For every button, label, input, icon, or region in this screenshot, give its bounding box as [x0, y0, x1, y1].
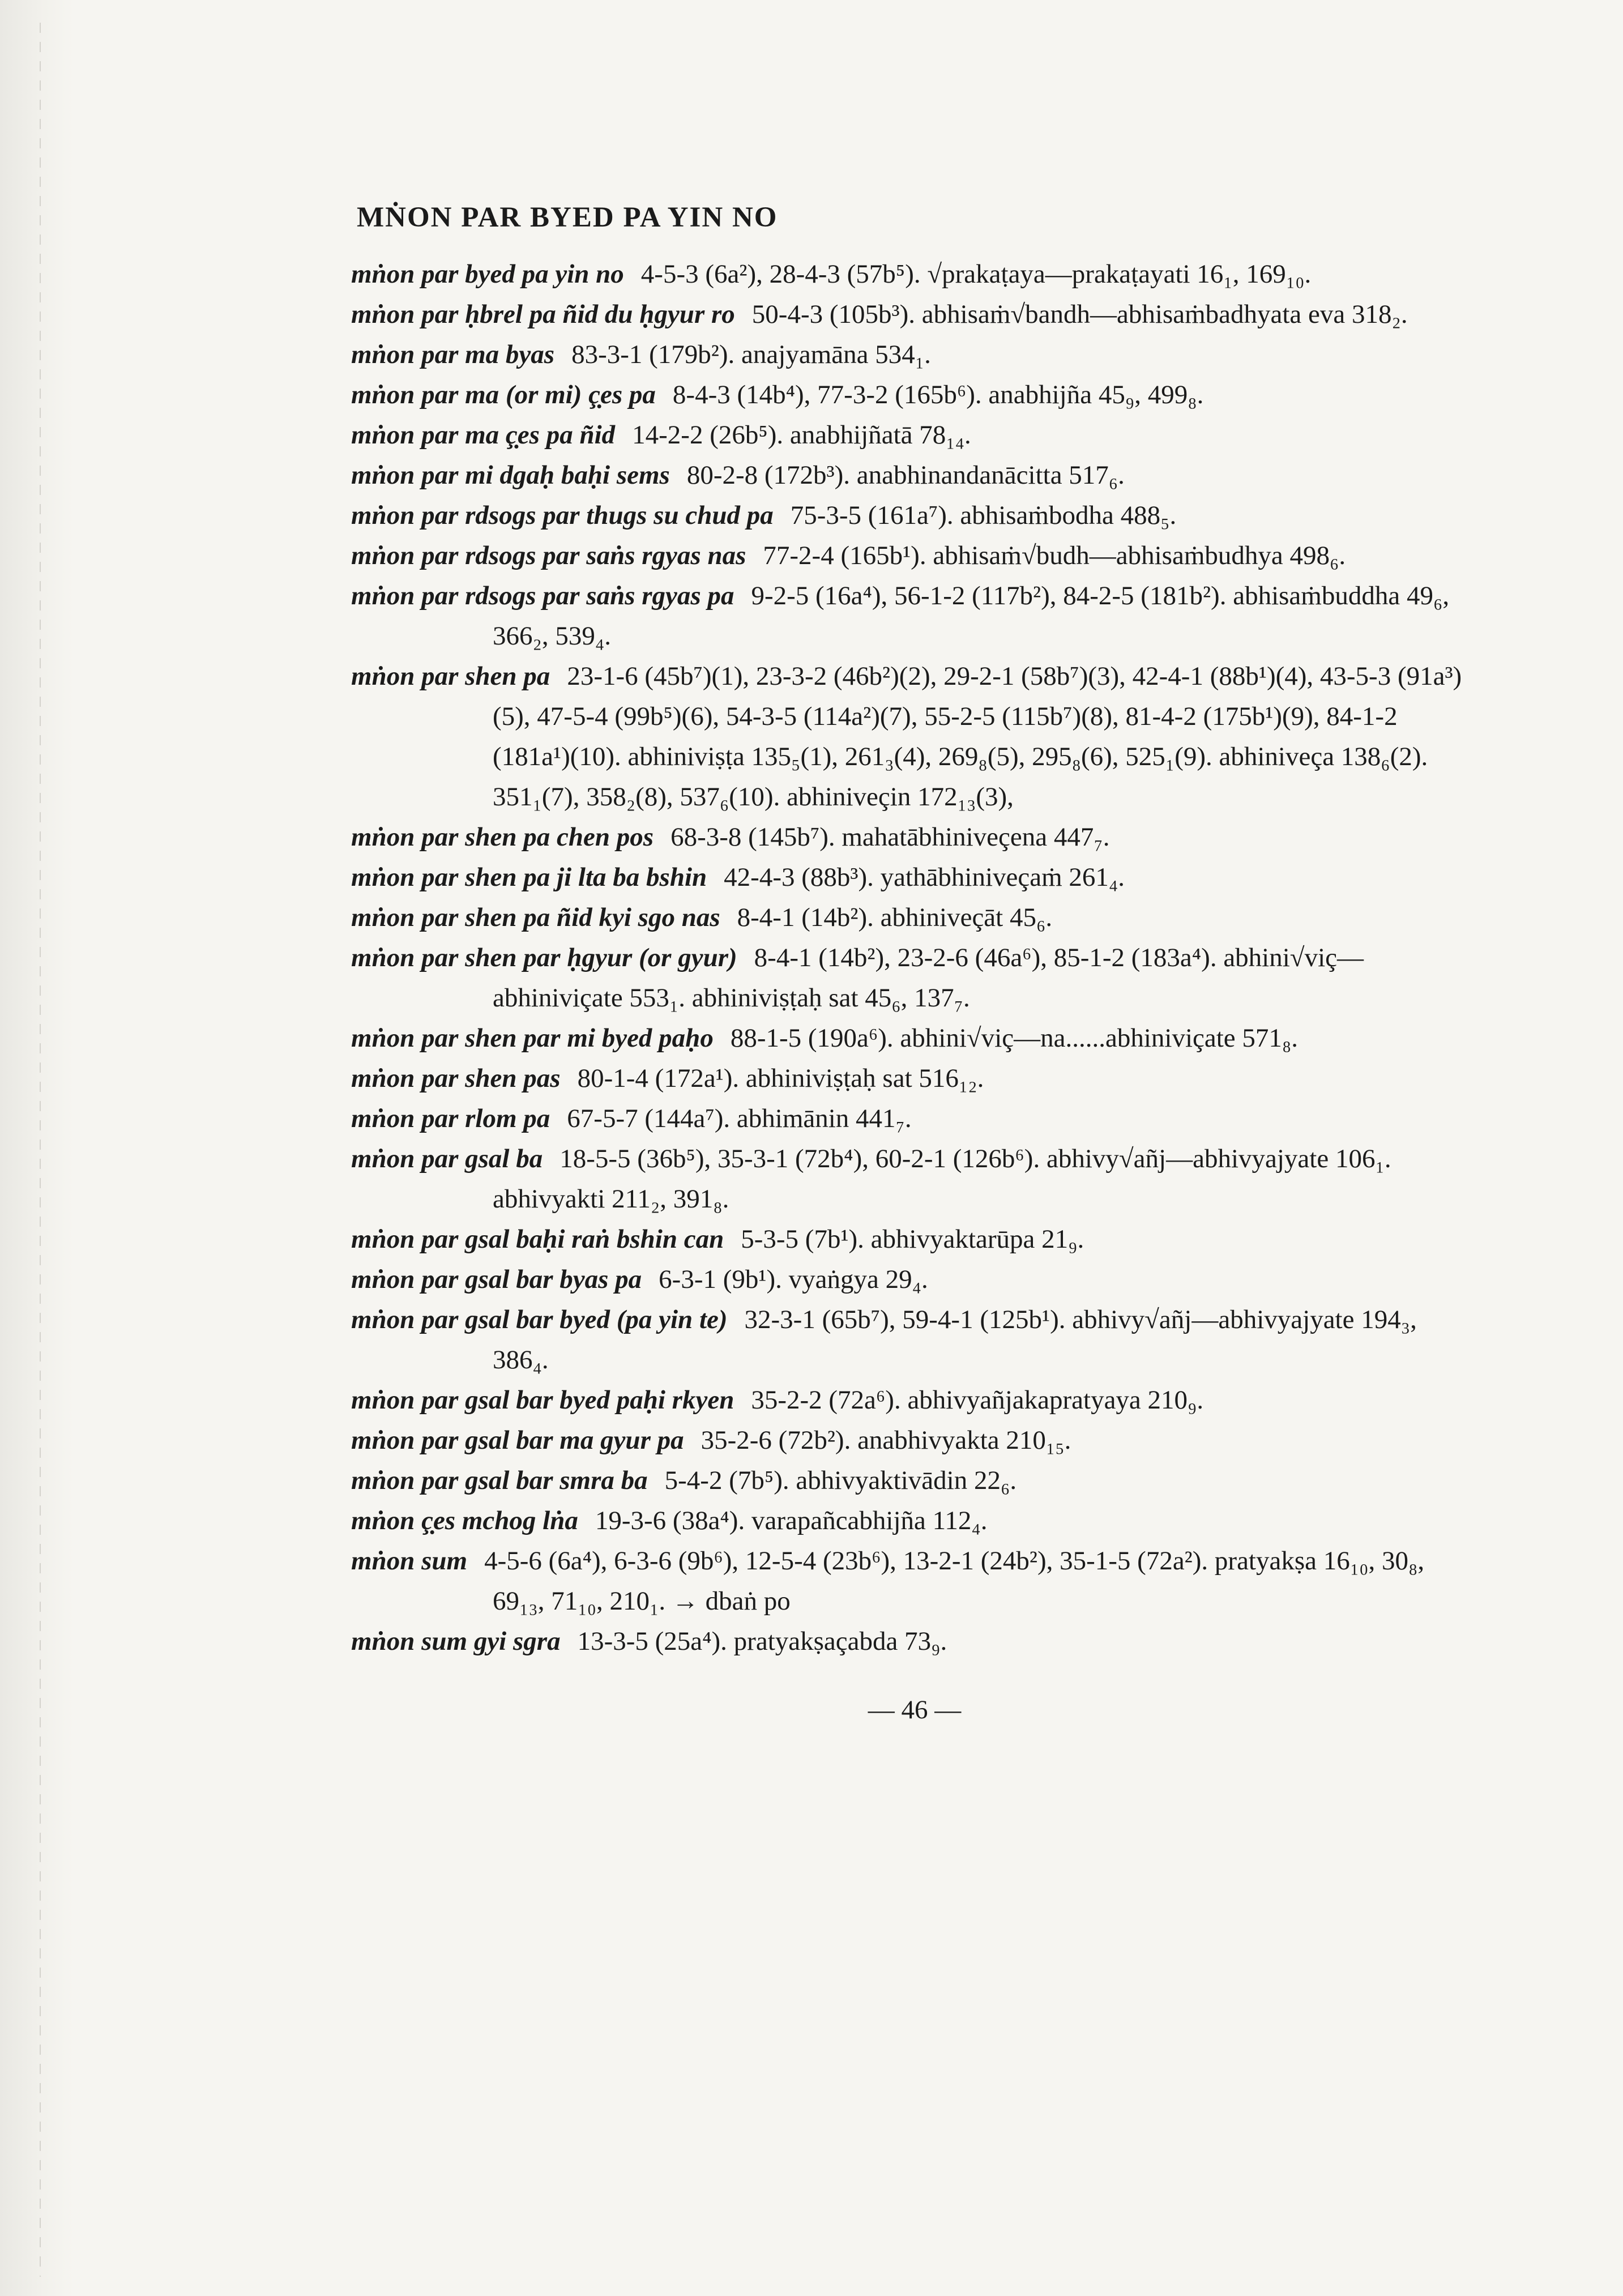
entry-headword: mṅon ç̣es mchog lṅa [351, 1506, 578, 1535]
entry-references: 23-1-6 (45b⁷)(1), 23-3-2 (46b²)(2), 29-2-1 (58b⁷)(3), 42-4-1 (88b¹)(4), 43-5-3 (91a³)(5), 47-5-4 (99b⁵)(6), 54-3-5 (114a²)(7), 55-2-5 (115b⁷)(8), 81-4-2 (175b¹)(9), 84-1-2 (181a¹)(10). abhiniviṣṭa 135₅(1), 261₃(4), 269₈(5), 295₈(6), 525₁(9). abhiniveça 138₆(2). 351₁(7), 358₂(8), 537₆(10). abhiniveçin 172₁₃(3), [493, 662, 1462, 812]
index-entry [351, 1621, 1478, 1662]
entry-headword: mṅon par ma (or mi) ç̣es pa [351, 380, 656, 409]
entry-references: 13-3-5 (25a⁴). pratyakṣaçabda 73₉. [577, 1627, 947, 1656]
scan-gutter [0, 0, 74, 2296]
page-number: — 46 — [868, 1695, 962, 1725]
entry-references: 83-3-1 (179b²). anajyamāna 534₁. [571, 340, 931, 369]
entry-headword: mṅon par ma byas [351, 340, 555, 369]
index-entry [351, 938, 1478, 1018]
entry-references: 9-2-5 (16a⁴), 56-1-2 (117b²), 84-2-5 (181b²). abhisaṁbuddha 49₆, 366₂, 539₄. [493, 581, 1450, 651]
entry-headword: mṅon par gsal ba [351, 1144, 543, 1173]
entry-references: 4-5-3 (6a²), 28-4-3 (57b⁵). √prakaṭaya—prakaṭayati 16₁, 169₁₀. [640, 259, 1312, 289]
index-entry [351, 898, 1478, 938]
entry-headword: mṅon par rdsogs par thugs su chud pa [351, 501, 774, 530]
index-entry [351, 415, 1478, 455]
entry-headword: mṅon par rlom pa [351, 1104, 550, 1133]
index-entry [351, 1380, 1478, 1420]
entry-headword: mṅon par mi dgaḥ baḥi sems [351, 460, 670, 490]
index-entry [351, 455, 1478, 496]
entry-references: 67-5-7 (144a⁷). abhimānin 441₇. [567, 1104, 912, 1133]
entry-headword: mṅon par gsal bar smra ba [351, 1466, 648, 1495]
entry-references: 80-2-8 (172b³). anabhinandanācitta 517₆. [686, 460, 1125, 490]
entry-headword: mṅon par shen pa ji lta ba bshin [351, 863, 707, 892]
index-entry [351, 1300, 1478, 1380]
index-entry [351, 1501, 1478, 1541]
entry-list [351, 254, 1478, 1662]
entry-references: 68-3-8 (145b⁷). mahatābhiniveçena 447₇. [670, 822, 1110, 852]
entry-references: 4-5-6 (6a⁴), 6-3-6 (9b⁶), 12-5-4 (23b⁶), 13-2-1 (24b²), 35-1-5 (72a²). pratyakṣa 16₁₀, 30₈, 69₁₃, 71₁₀, 210₁. → dbaṅ po [484, 1546, 1425, 1616]
entry-headword: mṅon par shen pa chen pos [351, 822, 654, 852]
entry-references: 5-4-2 (7b⁵). abhivyaktivādin 22₆. [664, 1466, 1017, 1495]
entry-references: 8-4-1 (14b²). abhiniveçāt 45₆. [737, 903, 1053, 932]
index-entry [351, 496, 1478, 536]
index-entry [351, 1260, 1478, 1300]
entry-references: 19-3-6 (38a⁴). varapañcabhijña 112₄. [595, 1506, 988, 1535]
index-entry [351, 1018, 1478, 1059]
entry-headword: mṅon par byed pa yin no [351, 259, 624, 289]
entry-headword: mṅon par shen par ḥgyur (or gyur) [351, 943, 737, 972]
entry-headword: mṅon par gsal bar byas pa [351, 1265, 642, 1294]
entry-headword: mṅon par shen pa ñid kyi sgo nas [351, 903, 720, 932]
index-entry [351, 857, 1478, 898]
index-entry [351, 656, 1478, 817]
index-entry [351, 375, 1478, 415]
index-entry [351, 1059, 1478, 1099]
entry-references: 35-2-6 (72b²). anabhivyakta 210₁₅. [701, 1426, 1071, 1455]
entry-references: 77-2-4 (165b¹). abhisaṁ√budh—abhisaṁbudhya 498₆. [763, 541, 1346, 570]
entry-headword: mṅon par rdsogs par saṅs rgyas pa [351, 581, 734, 611]
entry-references: 8-4-1 (14b²), 23-2-6 (46a⁶), 85-1-2 (183a⁴). abhini√viç—abhiniviçate 553₁. abhiniviṣṭaḥ sat 45₆, 137₇. [493, 943, 1364, 1013]
index-entry [351, 536, 1478, 576]
entry-headword: mṅon par rdsogs par saṅs rgyas nas [351, 541, 746, 570]
document-page [351, 201, 1478, 1725]
index-entry [351, 1541, 1478, 1621]
entry-references: 35-2-2 (72a⁶). abhivyañjakapratyaya 210₉. [751, 1385, 1204, 1415]
entry-references: 32-3-1 (65b⁷), 59-4-1 (125b¹). abhivy√añj—abhivyajyate 194₃, 386₄. [493, 1305, 1417, 1375]
entry-headword: mṅon par gsal bar byed paḥi rkyen [351, 1385, 734, 1415]
entry-headword: mṅon par ma ç̣es pa ñid [351, 420, 616, 450]
index-entry [351, 1099, 1478, 1139]
entry-headword: mṅon par shen par mi byed paḥo [351, 1023, 714, 1053]
entry-references: 42-4-3 (88b³). yathābhiniveçaṁ 261₄. [724, 863, 1125, 892]
entry-headword: mṅon par gsal bar byed (pa yin te) [351, 1305, 728, 1334]
index-entry [351, 295, 1478, 335]
entry-references: 8-4-3 (14b⁴), 77-3-2 (165b⁶). anabhijña 45₉, 499₈. [672, 380, 1204, 409]
index-entry [351, 1219, 1478, 1260]
entry-headword: mṅon par ḥbrel pa ñid du ḥgyur ro [351, 300, 735, 329]
index-entry [351, 1461, 1478, 1501]
index-entry [351, 817, 1478, 857]
index-entry [351, 1139, 1478, 1219]
index-entry [351, 335, 1478, 375]
entry-headword: mṅon par shen pas [351, 1064, 561, 1093]
entry-references: 6-3-1 (9b¹). vyaṅgya 29₄. [659, 1265, 928, 1294]
entry-references: 88-1-5 (190a⁶). abhini√viç—na......abhiniviçate 571₈. [730, 1023, 1299, 1053]
index-entry [351, 254, 1478, 295]
entry-references: 14-2-2 (26b⁵). anabhijñatā 78₁₄. [632, 420, 971, 450]
index-entry [351, 576, 1478, 656]
index-entry [351, 1420, 1478, 1461]
entry-references: 50-4-3 (105b³). abhisaṁ√bandh—abhisaṁbadhyata eva 318₂. [751, 300, 1408, 329]
entry-references: 75-3-5 (161a⁷). abhisaṁbodha 488₅. [790, 501, 1177, 530]
entry-headword: mṅon par gsal baḥi raṅ bshin can [351, 1224, 724, 1254]
entry-headword: mṅon sum [351, 1546, 468, 1576]
entry-references: 80-1-4 (172a¹). abhiniviṣṭaḥ sat 516₁₂. [577, 1064, 984, 1093]
entry-references: 5-3-5 (7b¹). abhivyaktarūpa 21₉. [741, 1224, 1084, 1254]
entry-headword: mṅon par gsal bar ma gyur pa [351, 1426, 684, 1455]
running-head: MṄON PAR BYED PA YIN NO [357, 202, 778, 233]
entry-headword: mṅon par shen pa [351, 662, 550, 691]
entry-headword: mṅon sum gyi sgra [351, 1627, 561, 1656]
entry-references: 18-5-5 (36b⁵), 35-3-1 (72b⁴), 60-2-1 (126b⁶). abhivy√añj—abhivyajyate 106₁. abhivyakti 211₂, 391₈. [493, 1144, 1391, 1214]
